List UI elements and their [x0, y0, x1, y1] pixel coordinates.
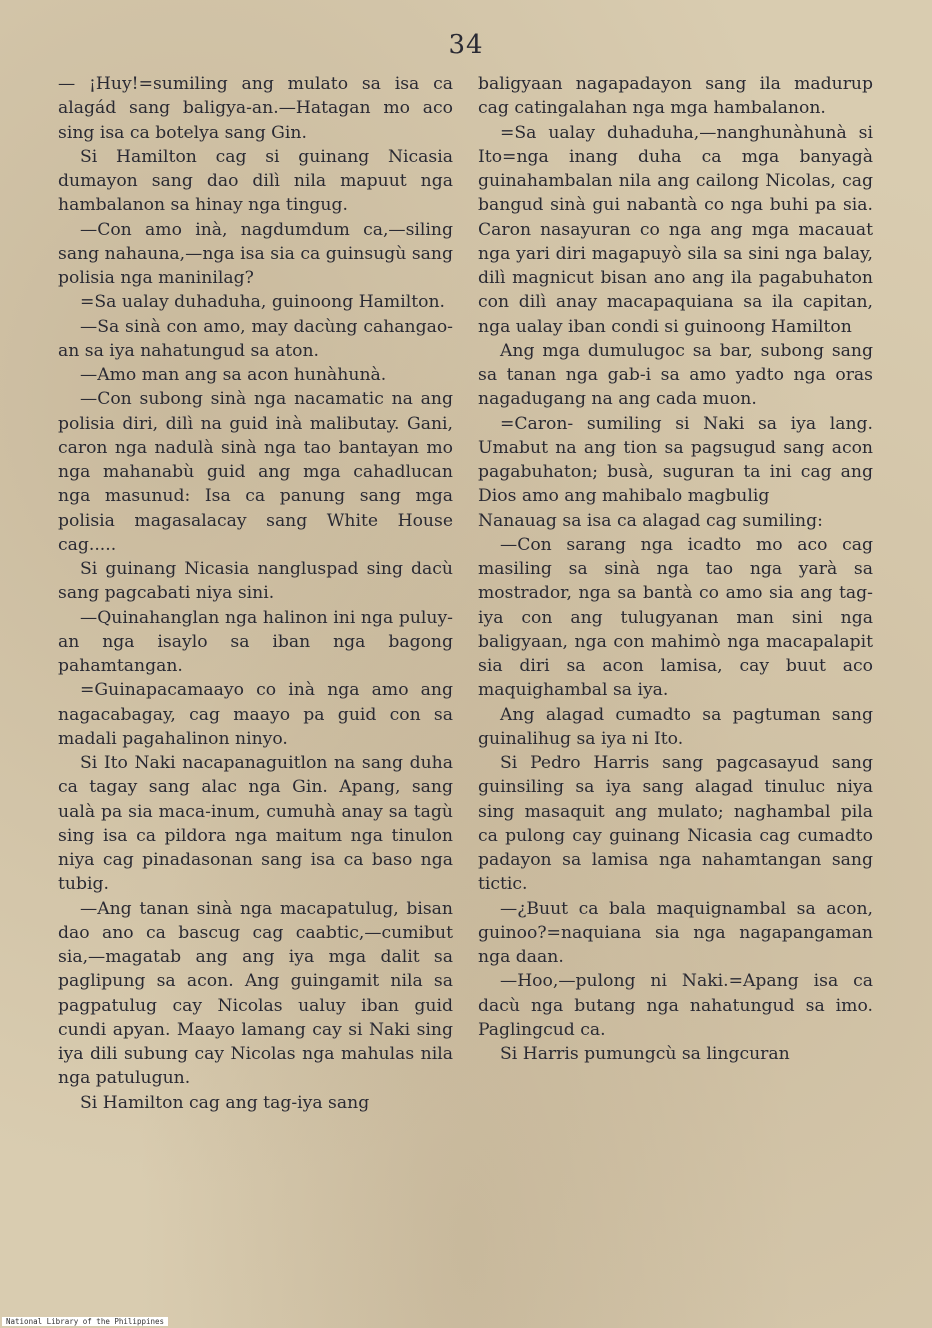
paragraph: baligyaan nagapadayon sang ila madurup cag catingalahan nga mga hambalanon.	[478, 74, 873, 119]
page-number: 34	[448, 30, 484, 60]
paragraph: —Sa sinà con amo, may dacùng cahangao-an sa iya nahatungud sa aton.	[58, 316, 453, 361]
paragraph: Si guinang Nicasia nangluspad sing dacù sang pagcabati niya sini.	[58, 559, 453, 604]
paragraph: =Guinapacamaayo co inà nga amo ang nagacabagay, cag maayo pa guid con sa madali pagahalinon ninyo.	[58, 680, 453, 749]
paragraph: — ¡Huy!=sumiling ang mulato sa isa ca alagád sang baligya-an.—Hatagan mo aco sing isa ca botelya sang Gin.	[58, 74, 453, 143]
paragraph: Si Hamilton cag ang tag-iya sang	[80, 1092, 370, 1113]
paragraph: Si Ito Naki nacapanaguitlon na sang duha ca tagay sang alac nga Gin. Apang, sang ualà pa sia maca-inum, cumuhà anay sa tagù sing isa ca pildora nga maitum nga tinulon niya cag pinadasonan sang isa ca baso nga tubig.	[58, 753, 453, 895]
library-footer: National Library of the Philippines	[2, 1317, 168, 1326]
left-column	[58, 72, 453, 1115]
paragraph: —Quinahanglan nga halinon ini nga puluy-an nga isaylo sa iban nga bagong pahamtangan.	[58, 607, 453, 676]
paragraph: Si Harris pumungcù sa lingcuran	[500, 1044, 790, 1064]
paragraph: Nanauag sa isa ca alagad cag sumiling:	[478, 510, 823, 531]
paragraph: —Ang tanan sinà nga macapatulug, bisan dao ano ca bascug cag caabtic,—cumibut sia,—magatab ang ang iya mga dalit sa paglipung sa acon. Ang guingamit nila sa pagpatulug cay Nicolas ualuy iban guid cundi apyan. Maayo lamang cay si Naki sing iya dili subung cay Nicolas nga mahulas nila nga patulugun.	[58, 898, 453, 1089]
paragraph: —Hoo,—pulong ni Naki.=Apang isa ca dacù nga butang nga nahatungud sa imo. Paglingcud ca.	[478, 971, 873, 1040]
right-column	[478, 72, 873, 1066]
paragraph: =Sa ualay duhaduha, guinoong Hamilton.	[80, 292, 446, 313]
paragraph: —Con subong sinà nga nacamatic na ang polisia diri, dilì na guid inà malibutay. Gani, caron nga nadulà sinà nga tao bantayan mo nga mahanabù guid ang mga cahadlucan nga masunud: Isa ca panung sang mga polisia magasalacay sang White House cag.....	[58, 389, 453, 555]
paragraph: —Amo man ang sa acon hunàhunà.	[80, 365, 387, 385]
paragraph: Si Hamilton cag si guinang Nicasia dumayon sang dao dilì nila mapuut nga hambalanon sa hinay nga tingug.	[58, 146, 453, 216]
paragraph: Si Pedro Harris sang pagcasayud sang guinsiling sa iya sang alagad tinuluc niya sing masaquit ang mulato; naghambal pila ca pulong cay guinang Nicasia cag cumadto padayon sa lamisa nga nahamtangan sang tictic.	[478, 753, 873, 895]
paragraph: =Caron- sumiling si Naki sa iya lang. Umabut na ang tion sa pagsugud sang acon pagabuhaton; busà, suguran ta ini cag ang Dios amo ang mahibalo magbulig	[478, 413, 873, 507]
paragraph: —Con sarang nga icadto mo aco cag masiling sa sinà nga tao nga yarà sa mostrador, nga sa bantà co amo sia ang tag-iya con ang tulugyanan man sini nga baligyaan, nga con mahimò nga macapalapit sia diri sa acon lamisa, cay buut aco maquighambal sa iya.	[478, 534, 873, 701]
paragraph: Ang mga dumulugoc sa bar, subong sang sa tanan nga gab-i sa amo yadto nga oras nagadugang na ang cada muon.	[478, 340, 873, 410]
paragraph: —¿Buut ca bala maquignambal sa acon, guinoo?=naquiana sia nga nagapangaman nga daan.	[478, 898, 873, 967]
paragraph: Ang alagad cumadto sa pagtuman sang guinalihug sa iya ni Ito.	[478, 704, 873, 749]
paragraph: =Sa ualay duhaduha,—nanghunàhunà si Ito=nga inang duha ca mga banyagà guinahambalan nila ang cailong Nicolas, cag bangud sinà gui nabantà co nga buhi pa sia. Caron nasayuran co nga ang mga macauat nga yari diri magapuyò sila sa sini nga balay, dilì magnicut bisan ano ang ila pagabuhaton con dilì anay macapaquiana sa ila capitan, nga ualay iban condi si guinoong Hamilton	[478, 122, 873, 337]
paragraph: —Con amo inà, nagdumdum ca,—siling sang nahauna,—nga isa sia ca guinsugù sang polisia nga maninilag?	[58, 219, 453, 288]
